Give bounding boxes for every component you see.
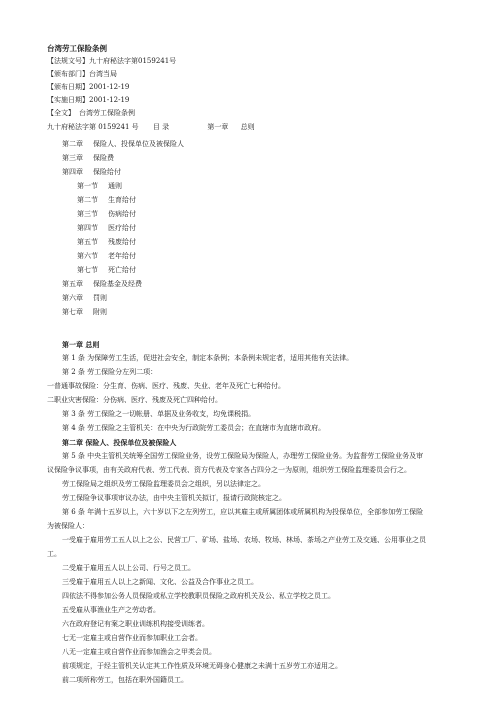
article-6: 第 6 条 年满十五岁以上，六十岁以下之左列劳工，应以其雇主或所属团体或所属机构为投保单位，全部参加劳工保险	[62, 508, 424, 516]
article-5-para: 劳工保险局之组织及劳工保险监理委员会之组织，另以法律定之。	[62, 480, 265, 488]
meta-effective-date	[47, 95, 129, 106]
meta-label: 【颁布日期】	[47, 83, 89, 91]
article-2-item: 二职业灾害保险：分伤病、医疗、残废及死亡四种给付。	[47, 396, 222, 404]
meta-value: 台湾当局	[89, 70, 117, 78]
chapter-heading: 第一章 总则	[62, 340, 100, 349]
meta-value: 2001-12-19	[89, 96, 130, 104]
article-6-item: 五受雇从事渔业生产之劳动者。	[62, 606, 160, 614]
toc-item[interactable]: 第五章 保险基金及经费	[62, 280, 142, 288]
meta-label: 【全文】	[47, 109, 75, 117]
meta-label: 【实施日期】	[47, 96, 89, 104]
article-6-item: 三受雇于雇用五人以上之新闻、文化、公益及合作事业之员工。	[62, 578, 258, 586]
toc-item[interactable]: 第六章 罚则	[62, 294, 107, 302]
meta-label: 【法规文号】	[47, 57, 89, 65]
toc-item[interactable]: 第五节 残废给付	[77, 238, 136, 246]
meta-issue-date	[47, 82, 129, 93]
toc-item[interactable]: 第六节 老年给付	[77, 252, 136, 260]
article-6-item: 八无一定雇主或自营作业而参加渔会之甲类会员。	[62, 648, 216, 656]
article-6-item: 二受雇于雇用五人以上公司、行号之员工。	[62, 564, 195, 572]
toc-item[interactable]: 第三节 伤病给付	[77, 210, 136, 218]
article-6-para: 前项规定，于经主管机关认定其工作性质及环境无碍身心健康之未满十五岁劳工亦适用之。	[62, 662, 342, 670]
article-6-item: 六在政府登记有案之职业训练机构接受训练者。	[62, 620, 209, 628]
article-6-item: 四依法不得参加公务人员保险或私立学校教职员保险之政府机关及公、私立学校之员工。	[62, 592, 335, 600]
toc-item[interactable]: 第三章 保险费	[62, 154, 114, 162]
toc-header	[47, 122, 255, 133]
meta-value: 九十府秘法字第0159241号	[89, 57, 177, 65]
meta-label: 【颁布部门】	[47, 70, 89, 78]
article-6-item-cont: 工。	[47, 550, 61, 558]
article-4: 第 4 条 劳工保险之主管机关：在中央为行政院劳工委员会；在直辖市为直辖市政府。	[62, 424, 326, 432]
toc-label: 第一章	[207, 123, 229, 131]
meta-fulltext	[47, 108, 135, 119]
meta-value: 2001-12-19	[89, 83, 130, 91]
chapter-heading: 第二章 保险人、投保单位及被保险人	[62, 438, 177, 447]
toc-item[interactable]: 第七节 死亡给付	[77, 266, 136, 274]
toc-heading: 目 录	[152, 123, 170, 131]
article-2-item: 一普通事故保险：分生育、伤病、医疗、残废、失业、老年及死亡七种给付。	[47, 382, 285, 390]
meta-value: 台湾劳工保险条例	[79, 109, 135, 117]
toc-item[interactable]: 第二节 生育给付	[77, 196, 136, 204]
article-5-para: 劳工保险争议事项审议办法，由中央主管机关拟订，报请行政院核定之。	[62, 494, 286, 502]
toc-item[interactable]: 第四节 医疗给付	[77, 224, 136, 232]
toc-title: 总则	[240, 123, 255, 131]
toc-docno: 九十府秘法字第 0159241 号	[47, 123, 139, 131]
meta-docno	[47, 56, 176, 67]
article-3: 第 3 条 劳工保险之一切帐册、单据及业务收支，均免课税捐。	[62, 410, 256, 418]
article-2: 第 2 条 劳工保险分左列二项：	[62, 368, 158, 376]
toc-item[interactable]: 第一节 通则	[77, 182, 122, 190]
article-6-item: 一受雇于雇用劳工五人以上之公、民营工厂、矿场、盐场、农场、牧场、林场、茶场之产业劳工及交通、公用事业之员	[62, 536, 426, 544]
toc-item[interactable]: 第二章 保险人、投保单位及被保险人	[62, 140, 184, 148]
article-5: 第 5 条 中央主管机关统筹全国劳工保险业务，设劳工保险局为保险人，办理劳工保险业务。为监督劳工保险业务及审	[62, 452, 424, 460]
article-1: 第 1 条 为保障劳工生活，促进社会安全，制定本条例；本条例未规定者，适用其他有关法律。	[62, 354, 354, 362]
meta-department	[47, 69, 117, 80]
article-5-cont: 议保险争议事项，由有关政府代表、劳工代表、资方代表及专家各占四分之一为原则，组织劳工保险监理委员会行之。	[47, 466, 411, 474]
article-6-item: 七无一定雇主或自营作业而参加职业工会者。	[62, 634, 202, 642]
article-6-para: 前二项所称劳工，包括在职外国籍员工。	[62, 676, 188, 684]
toc-item[interactable]: 第七章 附则	[62, 308, 107, 316]
article-6-cont: 为被保险人：	[47, 522, 89, 530]
toc-item[interactable]: 第四章 保险给付	[62, 168, 121, 176]
document-title: 台湾劳工保险条例	[47, 44, 107, 53]
